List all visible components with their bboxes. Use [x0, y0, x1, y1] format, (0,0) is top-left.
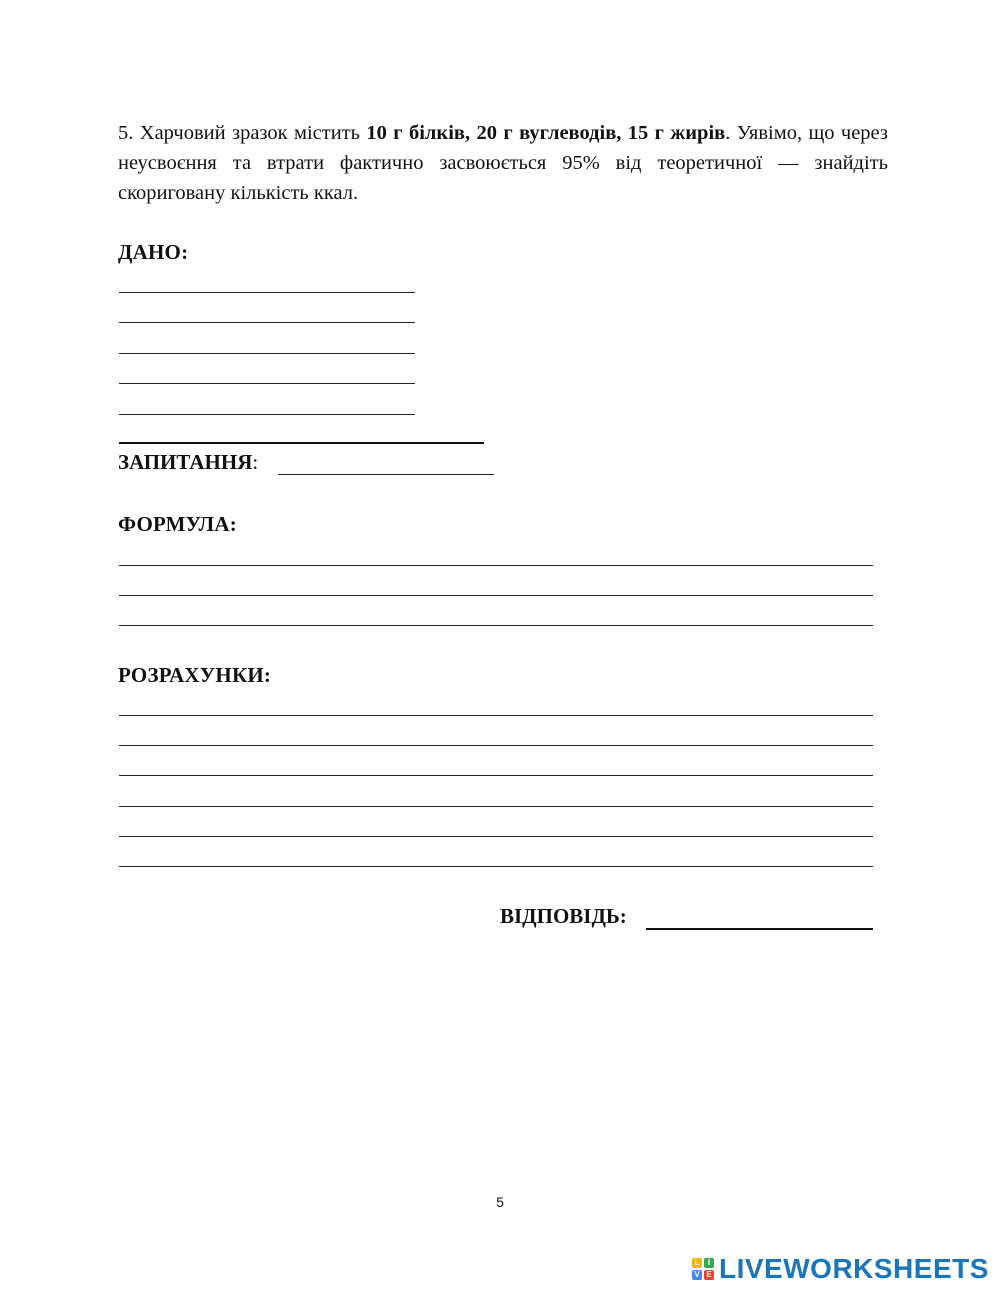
question-heading: ЗАПИТАННЯ	[118, 450, 253, 474]
calculations-line-4[interactable]	[119, 806, 873, 807]
task-text-after: . Уявімо, що через неусвоєння та втрати фактично засвоюється 95% від теоретичної — знайдіть скориговану кількість ккал.	[118, 122, 888, 204]
answer-heading: ВІДПОВІДЬ:	[500, 904, 627, 928]
given-answer-line-1[interactable]	[119, 292, 415, 293]
given-answer-line-2[interactable]	[119, 322, 415, 323]
calculations-line-2[interactable]	[119, 745, 873, 746]
calculations-heading: РОЗРАХУНКИ:	[118, 663, 272, 687]
given-answer-line-3[interactable]	[119, 353, 415, 354]
formula-line-3[interactable]	[119, 625, 873, 626]
calculations-line-1[interactable]	[119, 715, 873, 716]
logo-tile-i: I	[704, 1258, 714, 1268]
logo-tile-l: L	[692, 1258, 702, 1268]
formula-heading: ФОРМУЛА:	[118, 512, 237, 536]
logo-tile-v: V	[692, 1270, 702, 1280]
formula-line-2[interactable]	[119, 595, 873, 596]
formula-line-1[interactable]	[119, 565, 873, 566]
given-heading: ДАНО:	[118, 240, 189, 264]
calculations-line-5[interactable]	[119, 836, 873, 837]
logo-tiles-icon	[692, 1258, 714, 1280]
task-number: 5.	[118, 122, 134, 144]
page-number: 5	[496, 1194, 504, 1210]
task-bold-values: 10 г білків, 20 г вуглеводів, 15 г жирів	[366, 122, 726, 144]
logo-tile-e: E	[704, 1270, 714, 1280]
calculations-line-3[interactable]	[119, 775, 873, 776]
given-answer-line-5[interactable]	[119, 414, 415, 415]
task-statement	[118, 118, 888, 208]
task-text-before: Харчовий зразок містить	[133, 122, 367, 144]
given-divider-line	[119, 442, 484, 444]
question-row	[118, 450, 258, 475]
question-colon: :	[252, 450, 259, 474]
given-answer-line-4[interactable]	[119, 383, 415, 384]
logo-text: LIVEWORKSHEETS	[719, 1253, 989, 1284]
answer-line[interactable]	[646, 928, 873, 930]
question-answer-line[interactable]	[278, 474, 494, 475]
calculations-line-6[interactable]	[119, 866, 873, 867]
liveworksheets-logo	[692, 1254, 989, 1284]
